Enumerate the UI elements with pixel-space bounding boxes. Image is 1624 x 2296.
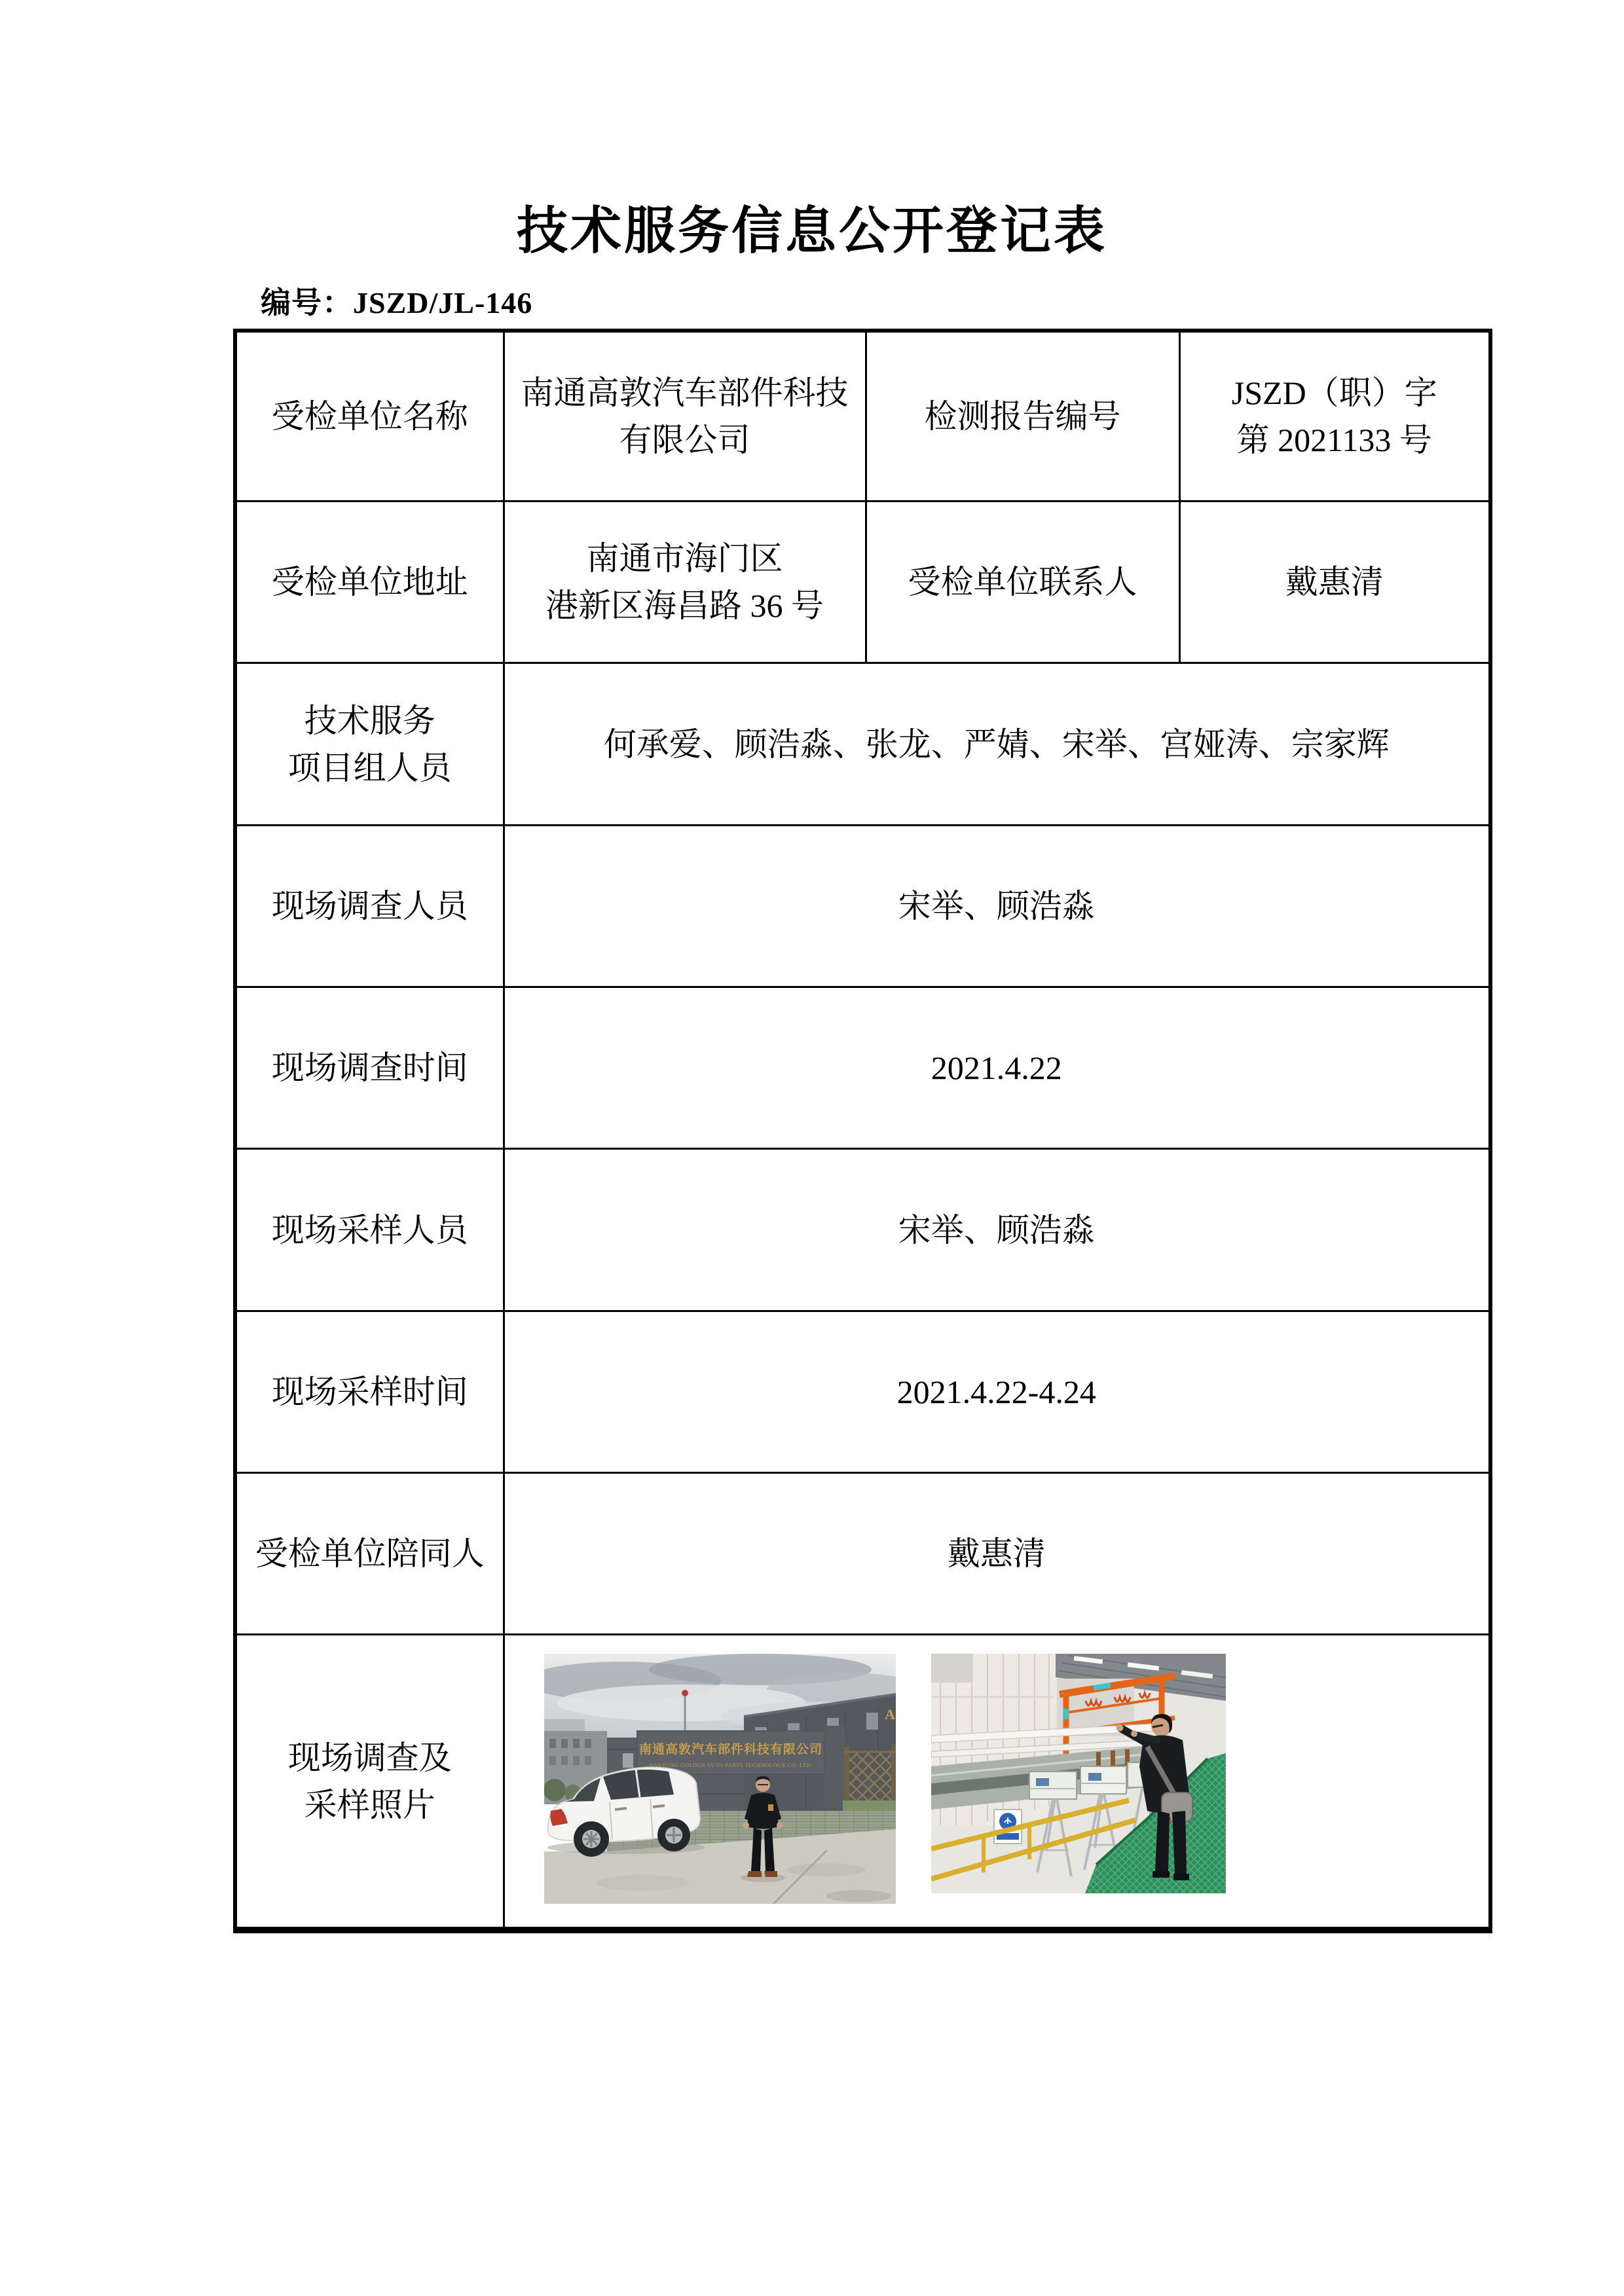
svg-text:A: A	[884, 1706, 895, 1723]
unit-address-line2: 港新区海昌路 36 号	[545, 587, 824, 625]
table-row	[235, 1635, 1490, 1930]
table-row	[235, 331, 1490, 501]
unit-name-line2: 有限公司	[619, 422, 750, 459]
report-number-label: 检测报告编号	[866, 331, 1179, 501]
document-number: 编号：JSZD/JL-146	[261, 285, 533, 319]
retractable-gate	[844, 1744, 896, 1804]
site-photo-factory-gate	[544, 1654, 896, 1904]
survey-date-label: 现场调查时间	[235, 987, 504, 1149]
survey-staff-label: 现场调查人员	[235, 826, 504, 987]
company-sign-subtext: NANTONG GOLDEN AUTO PARTS TECHNOLOGY CO. LTD.	[648, 1762, 813, 1769]
contact-person-label: 受检单位联系人	[866, 501, 1179, 663]
survey-date-value: 2021.4.22	[504, 987, 1490, 1149]
grass-strip	[843, 1800, 896, 1811]
sampling-staff-value: 宋举、顾浩淼	[504, 1149, 1490, 1311]
report-number-line1: JSZD（职）字	[1231, 374, 1437, 412]
unit-name-value	[504, 331, 866, 501]
unit-name-line1: 南通高敦汽车部件科技	[521, 374, 849, 412]
table-row	[235, 663, 1490, 826]
sampling-date-value: 2021.4.22-4.24	[504, 1311, 1490, 1473]
unit-address-value	[504, 501, 866, 663]
sampling-date-label: 现场采样时间	[235, 1311, 504, 1473]
site-photos-cell	[504, 1635, 1490, 1930]
survey-staff-value: 宋举、顾浩淼	[504, 826, 1490, 987]
unit-name-label: 受检单位名称	[235, 331, 504, 501]
table-row	[235, 501, 1490, 663]
table-row	[235, 1311, 1490, 1473]
tree	[544, 1779, 566, 1801]
table-row	[235, 826, 1490, 987]
accompanying-person-value: 戴惠清	[504, 1473, 1490, 1635]
report-number-value	[1179, 331, 1490, 501]
company-sign-text: 南通高敦汽车部件科技有限公司	[638, 1743, 822, 1757]
unit-address-label: 受检单位地址	[235, 501, 504, 663]
registration-table	[233, 329, 1492, 1933]
accompanying-person-label: 受检单位陪同人	[235, 1473, 504, 1635]
site-photo-sampling-line	[931, 1654, 1226, 1893]
table-row	[235, 987, 1490, 1149]
project-team-label-line1: 技术服务	[304, 702, 435, 739]
sampling-staff-label: 现场采样人员	[235, 1149, 504, 1311]
project-team-label	[235, 663, 504, 826]
site-photos-label	[235, 1635, 504, 1930]
site-photos-label-line1: 现场调查及	[287, 1739, 452, 1776]
table-row	[235, 1149, 1490, 1311]
contact-person-value: 戴惠清	[1179, 501, 1490, 663]
site-photos-label-line2: 采样照片	[304, 1786, 435, 1823]
table-row	[235, 1473, 1490, 1635]
project-team-value: 何承爱、顾浩淼、张龙、严婧、宋举、宫娅涛、宗家辉	[504, 663, 1490, 826]
unit-address-line1: 南通市海门区	[586, 540, 783, 577]
project-team-label-line2: 项目组人员	[287, 749, 452, 786]
report-number-line2: 第 2021133 号	[1236, 422, 1432, 459]
page-title: 技术服务信息公开登记表	[516, 202, 1107, 259]
